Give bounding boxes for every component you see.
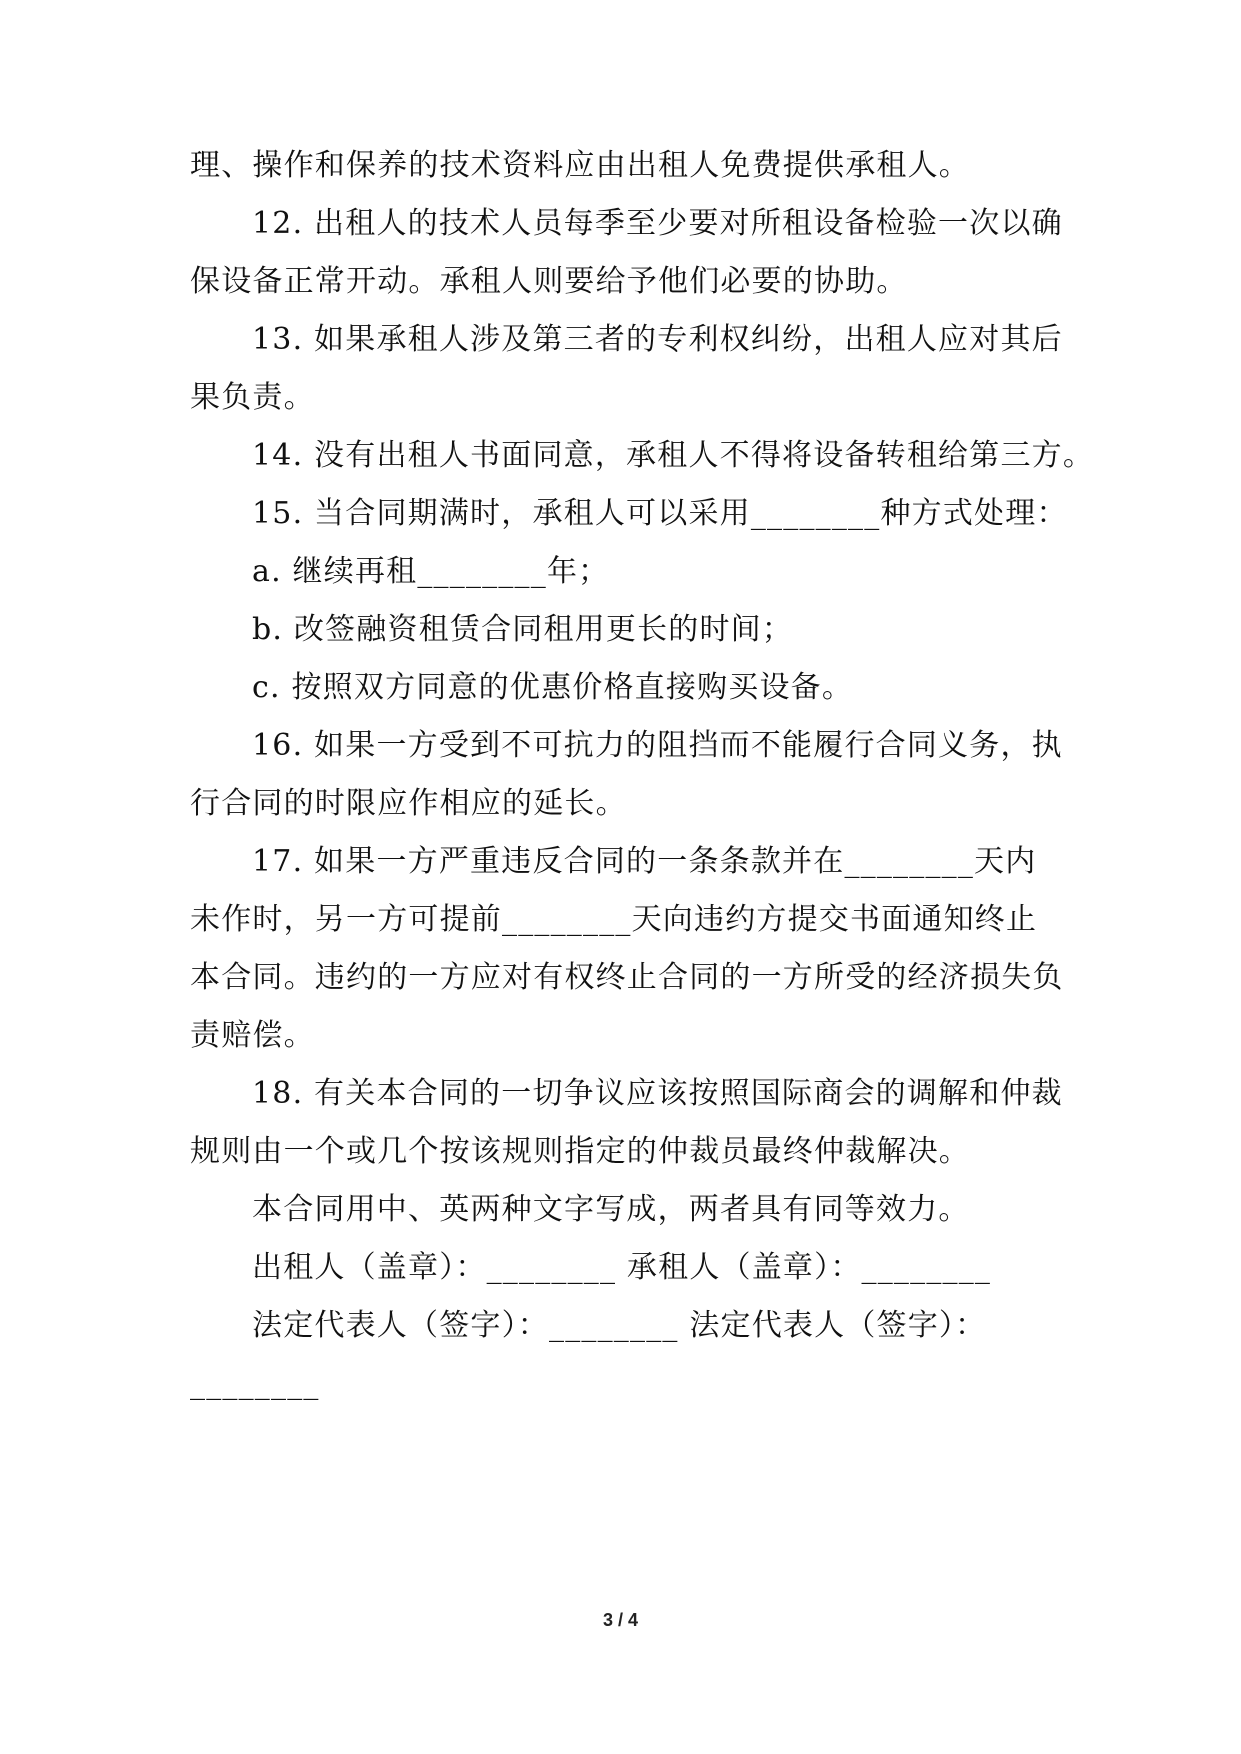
language-clause: 本合同用中、英两种文字写成，两者具有同等效力。 — [252, 1192, 970, 1227]
clause-16-line-1: 16. 如果一方受到不可抗力的阻挡而不能履行合同义务，执 — [252, 728, 1063, 763]
signature-blank: ________ — [190, 1366, 320, 1401]
representative-signature-line: 法定代表人（签字）：________ 法定代表人（签字）： — [252, 1308, 987, 1343]
clause-13-line-1: 13. 如果承租人涉及第三者的专利权纠纷，出租人应对其后 — [252, 322, 1063, 357]
clause-15-option-b: b. 改签融资租赁合同租用更长的时间； — [252, 612, 794, 647]
clause-17-line-1: 17. 如果一方严重违反合同的一条条款并在________天内 — [252, 844, 1037, 879]
clause-18-line-2: 规则由一个或几个按该规则指定的仲裁员最终仲裁解决。 — [190, 1134, 970, 1169]
clause-15-option-a: a. 继续再租________年； — [252, 554, 610, 589]
text-line-1: 理、操作和保养的技术资料应由出租人免费提供承租人。 — [190, 148, 970, 183]
clause-17-line-3: 本合同。违约的一方应对有权终止合同的一方所受的经济损失负 — [190, 960, 1064, 995]
clause-14: 14. 没有出租人书面同意，承租人不得将设备转租给第三方。 — [252, 438, 1095, 473]
clause-17-line-2: 未作时，另一方可提前________天向违约方提交书面通知终止 — [190, 902, 1038, 937]
clause-12-line-1: 12. 出租人的技术人员每季至少要对所租设备检验一次以确 — [252, 206, 1063, 241]
clause-15-option-c: c. 按照双方同意的优惠价格直接购买设备。 — [252, 670, 854, 705]
page-number: 3 / 4 — [602, 1610, 639, 1630]
clause-16-line-2: 行合同的时限应作相应的延长。 — [190, 786, 627, 821]
clause-13-line-2: 果负责。 — [190, 380, 315, 415]
seal-signature-line: 出租人（盖章）：________ 承租人（盖章）：________ — [252, 1250, 992, 1285]
clause-17-line-4: 责赔偿。 — [190, 1018, 315, 1053]
clause-18-line-1: 18. 有关本合同的一切争议应该按照国际商会的调解和仲裁 — [252, 1076, 1063, 1111]
clause-15: 15. 当合同期满时，承租人可以采用________种方式处理： — [252, 496, 1068, 531]
clause-12-line-2: 保设备正常开动。承租人则要给予他们必要的协助。 — [190, 264, 908, 299]
